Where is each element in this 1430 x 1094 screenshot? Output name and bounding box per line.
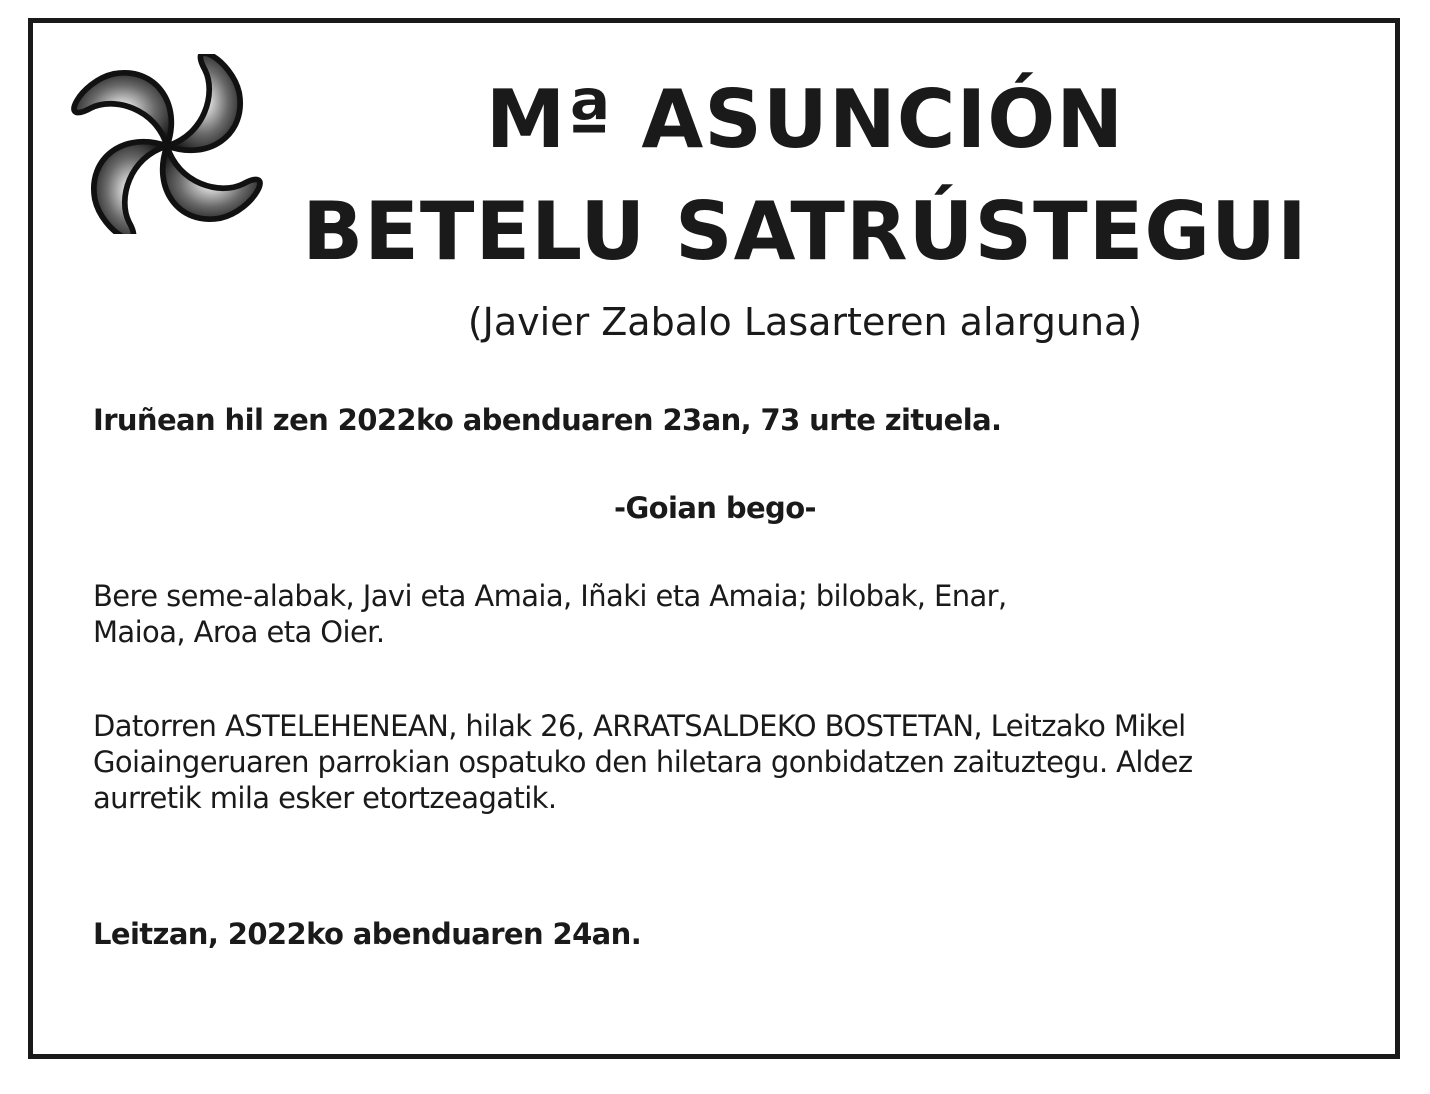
ceremony-line: Goiaingeruaren parrokian ospatuko den hiletara gonbidatzen zaituztegu. Aldez <box>93 745 1193 779</box>
goian-bego: -Goian bego- <box>614 491 816 525</box>
deceased-name-line-1: Mª ASUNCIÓN <box>485 73 1125 166</box>
family-line: Maioa, Aroa eta Oier. <box>93 615 385 649</box>
lauburu-arm <box>74 73 171 146</box>
death-notice: Iruñean hil zen 2022ko abenduaren 23an, 73 urte zituela. <box>93 403 1002 437</box>
family-line: Bere seme-alabak, Javi eta Amaia, Iñaki eta Amaia; bilobak, Enar, <box>93 579 1007 613</box>
widow-of-subtitle: (Javier Zabalo Lasarteren alarguna) <box>467 300 1143 344</box>
deceased-name-line-2: BETELU SATRÚSTEGUI <box>302 185 1308 278</box>
family-paragraph <box>93 578 1133 650</box>
ceremony-line: aurretik mila esker etortzeagatik. <box>93 781 557 815</box>
ceremony-paragraph <box>93 708 1363 816</box>
place-and-date: Leitzan, 2022ko abenduaren 24an. <box>93 917 642 951</box>
ceremony-line: Datorren ASTELEHENEAN, hilak 26, ARRATSALDEKO BOSTETAN, Leitzako Mikel <box>93 709 1186 743</box>
lauburu-arm <box>163 146 260 219</box>
lauburu-arm <box>167 54 240 150</box>
lauburu-icon <box>62 54 272 234</box>
lauburu-arm <box>94 142 167 234</box>
